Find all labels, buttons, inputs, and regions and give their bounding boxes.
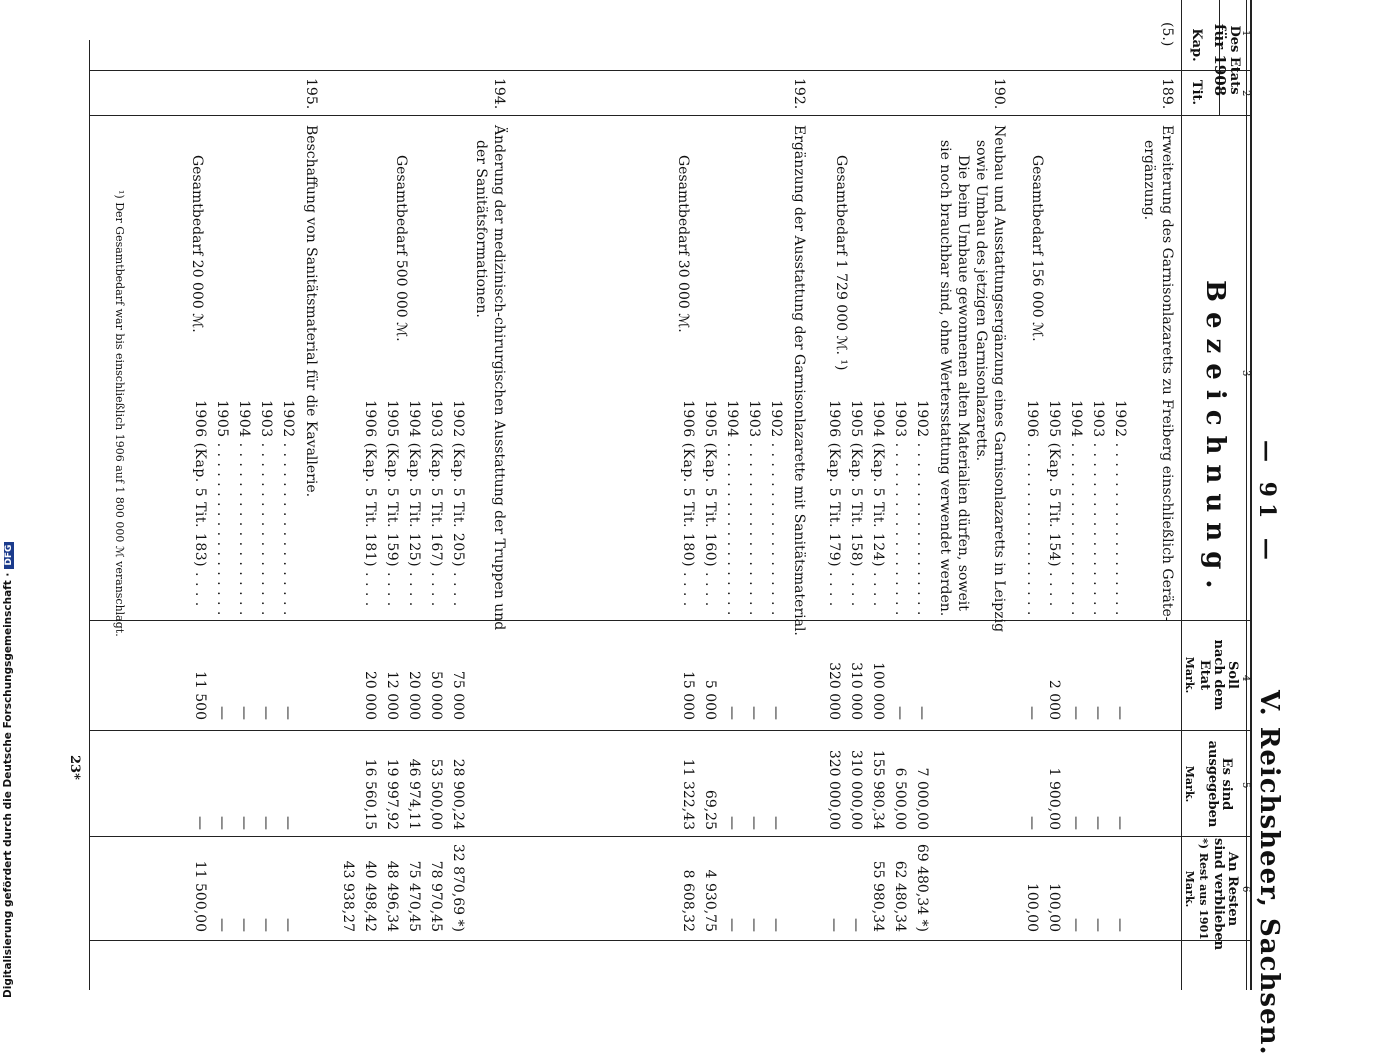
colnum-4: 4 (1240, 675, 1251, 682)
table-row: 1905 (Kap. 5 Tit. 158) . . . . 310 000 310 000,00 — (848, 400, 864, 932)
title-190-line3: Die beim Umbaue gewonnenen alten Materialien dürfen, soweit (955, 155, 971, 611)
header-soll-3: Etat (1197, 659, 1212, 691)
table-row: 1905 (Kap. 5 Tit. 160) . . . . 5 000 69,25 4 930,75 (702, 400, 718, 932)
table-row: 1904 . . . . . . . . . . . . . . . . . . — — — (236, 400, 252, 932)
table-row: 1902 . . . . . . . . . . . . . . . . . . — 7 000,00 69 480,34 *) (914, 400, 930, 932)
table-row: 1906 (Kap. 5 Tit. 183) . . . . 11 500 — 11 500,00 (192, 400, 208, 932)
tit-190: 190. (991, 78, 1007, 110)
digitization-credit: Digitalisierung gefördert durch die Deutsche Forschungsgemeinschaft ·DFG (2, 542, 14, 998)
table-row: 1905 (Kap. 5 Tit. 154) . . . . 2 000 1 900,00 100,00 (1046, 400, 1062, 932)
table-row: 1906 (Kap. 5 Tit. 179) . . . . 320 000 320 000,00 — (826, 400, 842, 932)
table-row: 1903 . . . . . . . . . . . . . . . . . . — — — (1090, 400, 1106, 932)
header-tit: Tit. (1189, 79, 1204, 106)
header-aus-unit: Mark. (1183, 765, 1196, 803)
table-row: 43 938,27 (340, 860, 356, 932)
header-etat-line1: Des Etats (1227, 25, 1242, 95)
table-row: 1904 (Kap. 5 Tit. 125) . . . . 20 000 46 974,11 75 470,45 (406, 400, 422, 932)
kap-189: (5.) (1159, 22, 1175, 47)
header-rest-2: sind verblieben (1211, 838, 1226, 951)
table-row: 1902 . . . . . . . . . . . . . . . . . . — — — (1112, 400, 1128, 932)
title-194-line1: Änderung der medizinisch-chirurgischen Ausstattung der Truppen und (491, 125, 507, 631)
header-kap: Kap. (1189, 28, 1204, 62)
header-aus-1: Es sind (1219, 757, 1234, 811)
title-190-line4: sie noch brauchbar sind, ohne Wertersstattung verwendet werden. (937, 140, 953, 617)
header-rest-1: An Resten (1225, 851, 1240, 927)
top-rule-inner (1246, 0, 1247, 990)
header-bezeichnung: Bezeichnung. (1200, 280, 1230, 599)
top-rule (1250, 0, 1252, 990)
colnum-2: 2 (1240, 90, 1251, 97)
table-row: 1902 (Kap. 5 Tit. 205) . . . . 75 000 28 900,24 32 870,69 *) (450, 400, 466, 932)
table-row: 1903 . . . . . . . . . . . . . . . . . . — — — (746, 400, 762, 932)
title-195-line1: Beschaffung von Sanitätsmaterial für die Kavallerie. (303, 125, 319, 498)
signature-mark: 23* (67, 755, 82, 780)
table-row: 1903 . . . . . . . . . . . . . . . . . . — — — (258, 400, 274, 932)
table-row: 1906 (Kap. 5 Tit. 181) . . . . 20 000 16 560,15 40 498,42 (362, 400, 378, 932)
table-row: 1904 . . . . . . . . . . . . . . . . . . — — — (1068, 400, 1084, 932)
table-row: 1903 . . . . . . . . . . . . . . . . . . — 6 500,00 62 480,34 (892, 400, 908, 932)
table-row: 1906 . . . . . . . . . . . . . . . . . . — — 100,00 (1024, 400, 1040, 932)
header-soll-unit: Mark. (1183, 656, 1196, 694)
footnote: ¹) Der Gesamtbedarf war bis einschließlich 1906 auf 1 800 000 ℳ veranschlagt. (113, 190, 126, 637)
title-194-line2: der Sanitätsformationen. (473, 140, 489, 318)
dfg-logo: DFG (4, 542, 14, 569)
header-rest-note: *) Rest aus 1901 (1197, 838, 1210, 940)
header-soll-1: Soll (1225, 661, 1240, 689)
tit-189: 189. (1159, 78, 1175, 110)
title-189-line1: Erweiterung des Garnisonlazaretts zu Freiberg einschließlich Geräte- (1159, 125, 1175, 622)
header-rest-unit: Mark. (1183, 870, 1196, 908)
header-etat-line2: für 1908 (1211, 23, 1229, 97)
gesamt-194: Gesamtbedarf 500 000 ℳ. (393, 155, 409, 342)
table-row: 1905 (Kap. 5 Tit. 159) . . . . 12 000 19 997,92 48 496,34 (384, 400, 400, 932)
tit-194: 194. (491, 78, 507, 110)
header-aus-2: ausgegeben (1205, 740, 1220, 828)
table-row: 1904 (Kap. 5 Tit. 124) . . . . 100 000 155 980,34 55 980,34 (870, 400, 886, 932)
gesamt-195: Gesamtbedarf 20 000 ℳ. (189, 155, 205, 333)
gesamt-190: Gesamtbedarf 1 729 000 ℳ. ¹) (833, 155, 849, 371)
colnum-3: 3 (1240, 370, 1251, 377)
title-189-line2: ergänzung. (1141, 140, 1157, 221)
title-190-line2: sowie Umbau des jetzigen Garnisonlazaretts. (973, 140, 989, 462)
table-row: 1906 (Kap. 5 Tit. 180) . . . . 15 000 11 322,43 8 608,32 (680, 400, 696, 932)
colnum-6: 6 (1240, 886, 1251, 893)
title-190-line1: Neubau und Ausstattungsergänzung eines Garnisonlazaretts in Leipzig (991, 125, 1007, 633)
page-number: — 91 — (1254, 440, 1280, 566)
colnum-1: 1 (1240, 30, 1251, 37)
header-soll-2: nach dem (1211, 639, 1226, 711)
table-row: 1905 . . . . . . . . . . . . . . . . . . — — — (214, 400, 230, 932)
colnum-5: 5 (1240, 782, 1251, 789)
document-page (20, 0, 1290, 1056)
gesamt-189: Gesamtbedarf 156 000 ℳ. (1029, 155, 1045, 342)
table-row: 1904 . . . . . . . . . . . . . . . . . . — — — (724, 400, 740, 932)
table-row: 1902 . . . . . . . . . . . . . . . . . . — — — (768, 400, 784, 932)
tit-195: 195. (303, 78, 319, 110)
title-192-line1: Ergänzung der Ausstattung der Garnisonlazarette mit Sanitätsmaterial. (791, 125, 807, 636)
page-header-title: V. Reichsheer, Sachsen. (1254, 690, 1284, 1056)
gesamt-192: Gesamtbedarf 30 000 ℳ. (675, 155, 691, 333)
table-row: 1902 . . . . . . . . . . . . . . . . . . — — — (280, 400, 296, 932)
table-row: 1903 (Kap. 5 Tit. 167) . . . . 50 000 53 500,00 78 970,45 (428, 400, 444, 932)
tit-192: 192. (791, 78, 807, 110)
bottom-rule (89, 40, 90, 990)
